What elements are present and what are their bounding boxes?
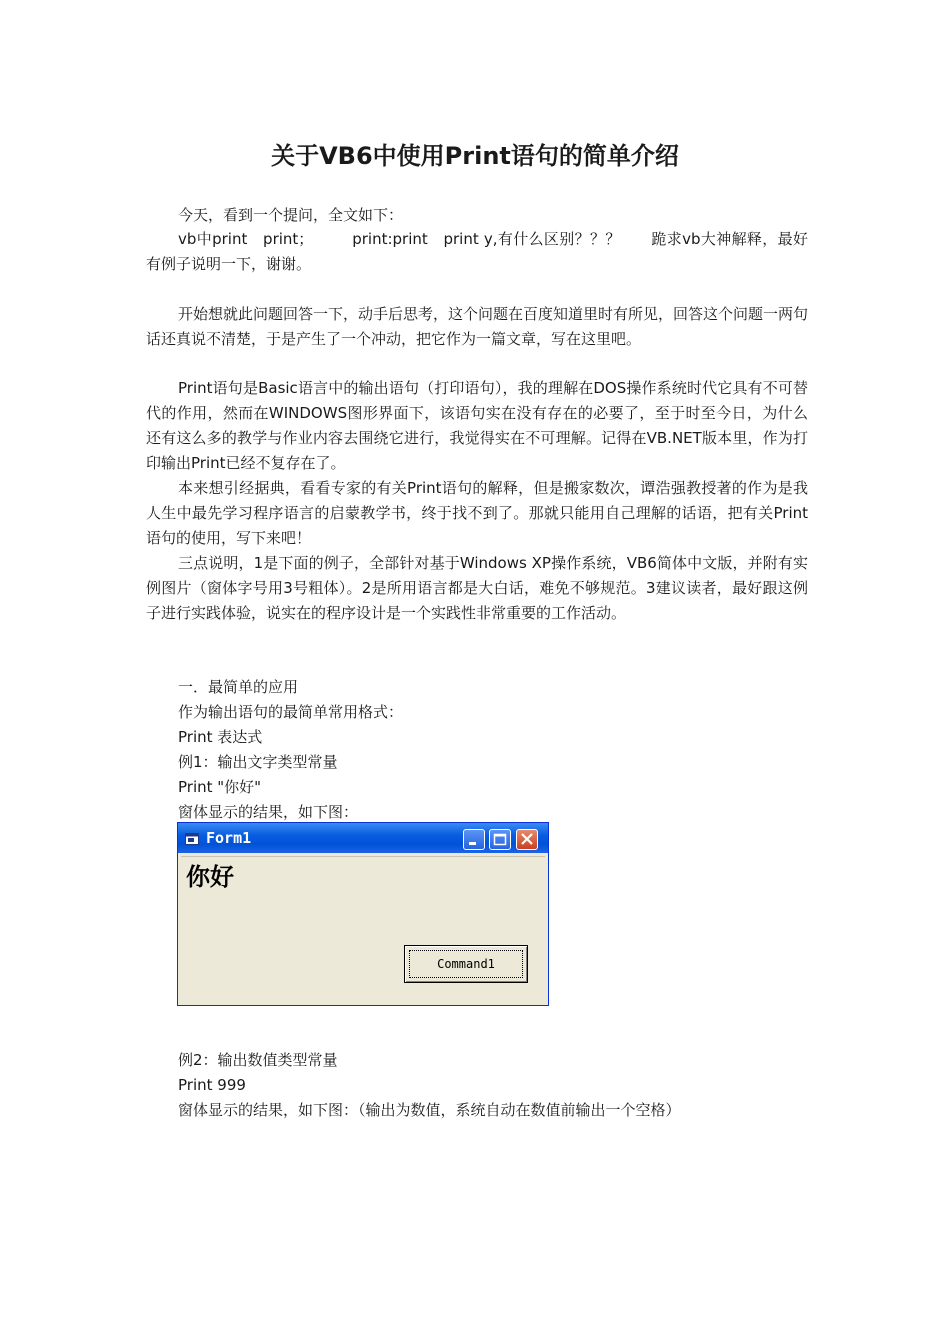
form-client-area: [181, 856, 545, 1004]
section-heading: 一．最简单的应用: [178, 678, 299, 696]
text-line: 窗体显示的结果，如下图：: [178, 803, 359, 821]
form-window-screenshot: [177, 822, 549, 1006]
window-titlebar: [178, 823, 548, 853]
paragraph-motivation: 开始想就此问题回答一下，动手后思考，这个问题在百度知道里时有所见，回答这个问题一两句话还真说不清楚，于是产生了一个冲动，把它作为一篇文章，写在这里吧。: [146, 305, 809, 348]
printed-output: 你好: [186, 862, 234, 891]
code-line: Print 999: [178, 1076, 246, 1094]
close-button[interactable]: [516, 829, 538, 850]
close-icon: [517, 830, 537, 849]
minimize-icon: [464, 830, 484, 849]
paragraph-reference: 本来想引经据典，看看专家的有关Print语句的解释，但是搬家数次，谭浩强教授著的作为是我人生中最先学习程序语言的启蒙教学书，终于找不到了。那就只能用自己理解的话语，把有关Print语句的使用，写下来吧！: [146, 479, 808, 547]
window-caption: Form1: [206, 829, 252, 847]
code-line: Print "你好": [178, 778, 262, 796]
example-label: 例1：输出文字类型常量: [178, 753, 338, 771]
document-title: 关于VB6中使用Print语句的简单介绍: [271, 142, 679, 170]
minimize-button[interactable]: [463, 829, 485, 850]
example-label: 例2：输出数值类型常量: [178, 1051, 338, 1069]
code-line: Print 表达式: [178, 728, 263, 746]
form-icon: [185, 833, 199, 845]
maximize-icon: [490, 830, 510, 849]
paragraph-question: vb中print print； print:print print y,有什么区别？？？ 跪求vb大神解释，最好有例子说明一下，谢谢。: [146, 230, 808, 273]
text-line: 窗体显示的结果，如下图：（输出为数值，系统自动在数值前输出一个空格）: [178, 1101, 681, 1119]
text-line: 作为输出语句的最简单常用格式：: [178, 703, 404, 721]
maximize-button[interactable]: [489, 829, 511, 850]
command1-label: Command1: [409, 950, 523, 978]
paragraph-print-background: Print语句是Basic语言中的输出语句（打印语句），我的理解在DOS操作系统时代它具有不可替代的作用，然而在WINDOWS图形界面下，该语句实在没有存在的必要了，至于时至今日，为什么还有这么多的教学与作业内容去围绕它进行，我觉得实在不可理解。记得在VB.NET版本里，作为打印输出Print已经不复存在了。: [146, 379, 808, 472]
paragraph-notes: 三点说明，1是下面的例子，全部针对基于Windows XP操作系统，VB6简体中文版，并附有实例图片（窗体字号用3号粗体）。2是所用语言都是大白话，难免不够规范。3建议读者，最好跟这例子进行实践体验，说实在的程序设计是一个实践性非常重要的工作活动。: [146, 554, 808, 622]
paragraph-intro: 今天，看到一个提问，全文如下：: [178, 206, 404, 224]
command1-button[interactable]: [404, 945, 528, 983]
